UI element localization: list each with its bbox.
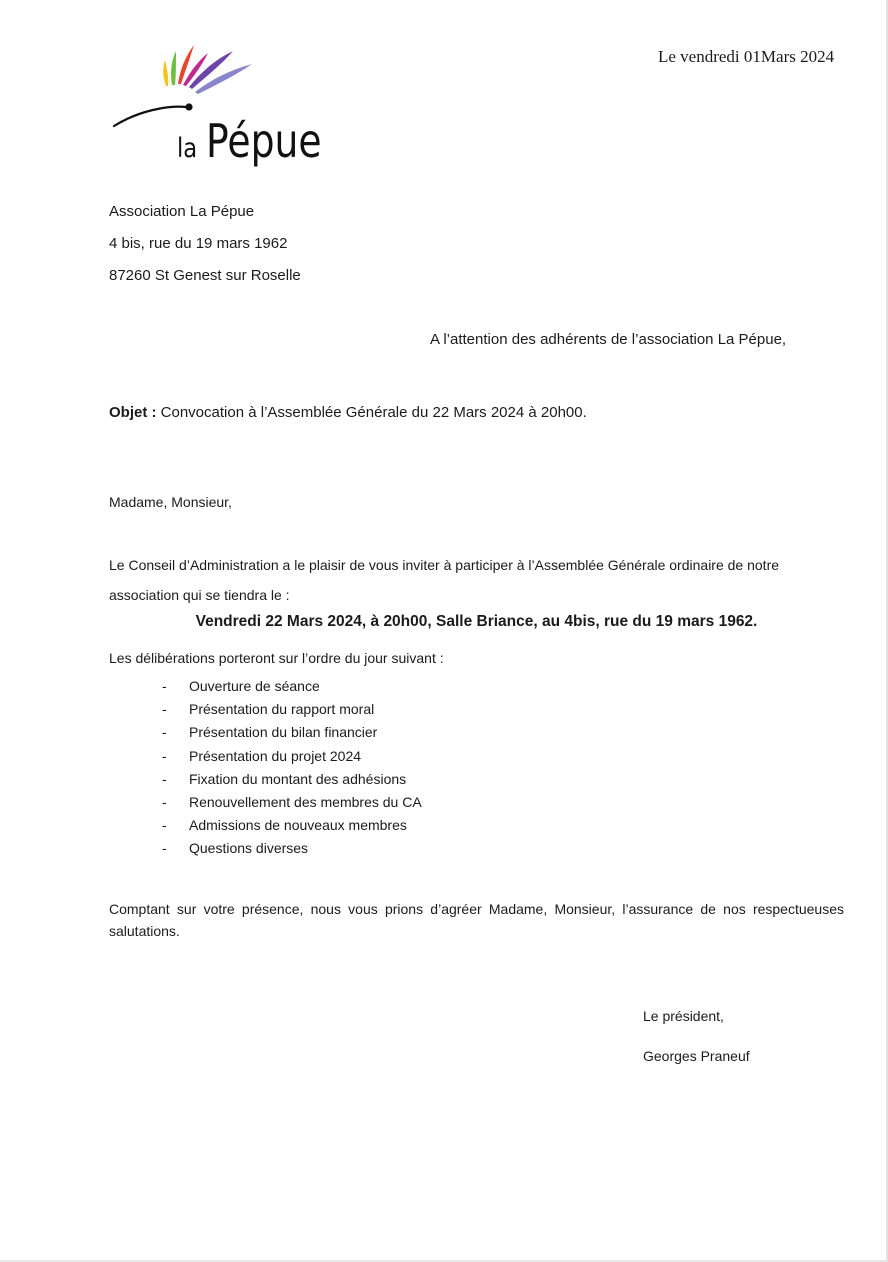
agenda-item-label: Présentation du rapport moral (189, 701, 375, 718)
meeting-details: Vendredi 22 Mars 2024, à 20h00, Salle Briance, au 4bis, rue du 19 mars 1962. (195, 613, 758, 630)
logo-dot (185, 103, 192, 110)
agenda-bullet: - (162, 724, 167, 741)
logo-la-text: la (177, 132, 198, 164)
logo-pepue-text: Pépue (206, 114, 322, 168)
salutation: Madame, Monsieur, (109, 494, 232, 510)
subject-text: Convocation à l’Assemblée Générale du 22 Mars 2024 à 20h00. (156, 404, 587, 421)
agenda-bullet: - (162, 793, 167, 810)
agenda-item (109, 746, 422, 769)
agenda-item (109, 722, 422, 745)
agenda-item-label: Présentation du projet 2024 (189, 747, 362, 764)
agenda-list (109, 676, 422, 862)
sender-name: Association La Pépue (109, 203, 255, 220)
agenda-bullet: - (162, 747, 167, 764)
signature-name: Georges Praneuf (643, 1048, 750, 1064)
agenda-item-label: Fixation du montant des adhésions (189, 770, 407, 787)
agenda-item (109, 838, 422, 861)
agenda-item (109, 769, 422, 792)
agenda-item-label: Présentation du bilan financier (189, 724, 378, 741)
logo-ray (163, 60, 168, 86)
signature-title: Le président, (643, 1008, 724, 1024)
agenda-intro: Les délibérations porteront sur l’ordre du jour suivant : (109, 650, 444, 666)
agenda-item-label: Ouverture de séance (189, 678, 320, 694)
agenda-item (109, 815, 422, 838)
agenda-bullet: - (162, 817, 167, 834)
subject-line (109, 404, 587, 421)
agenda-bullet: - (162, 678, 167, 694)
agenda-item (109, 792, 422, 815)
agenda-item-label: Admissions de nouveaux membres (189, 817, 407, 834)
logo-swoosh (114, 107, 186, 126)
sender-street: 4 bis, rue du 19 mars 1962 (109, 235, 288, 252)
logo-rays-icon (163, 45, 252, 94)
logo-ray (171, 51, 176, 85)
agenda-item-label: Renouvellement des membres du CA (189, 793, 422, 810)
la-pepue-logo (110, 25, 330, 175)
subject-label: Objet : (109, 404, 157, 421)
letter-date: Le vendredi 01Mars 2024 (658, 47, 835, 66)
agenda-item-label: Questions diverses (189, 840, 309, 857)
closing-paragraph: Comptant sur votre présence, nous vous prions d’agréer Madame, Monsieur, l’assurance de nos respectueuses salutations. (109, 901, 844, 939)
agenda-item (109, 676, 422, 699)
agenda-bullet: - (162, 701, 167, 718)
invitation-paragraph: Le Conseil d’Administration a le plaisir de vous inviter à participer à l’Assemblée Générale ordinaire de notre association qui se tiendra le : (109, 557, 780, 603)
agenda-bullet: - (162, 840, 167, 857)
attention-line: A l’attention des adhérents de l’association La Pépue, (430, 331, 787, 348)
agenda-item (109, 699, 422, 722)
agenda-bullet: - (162, 770, 167, 787)
sender-city: 87260 St Genest sur Roselle (109, 267, 301, 284)
